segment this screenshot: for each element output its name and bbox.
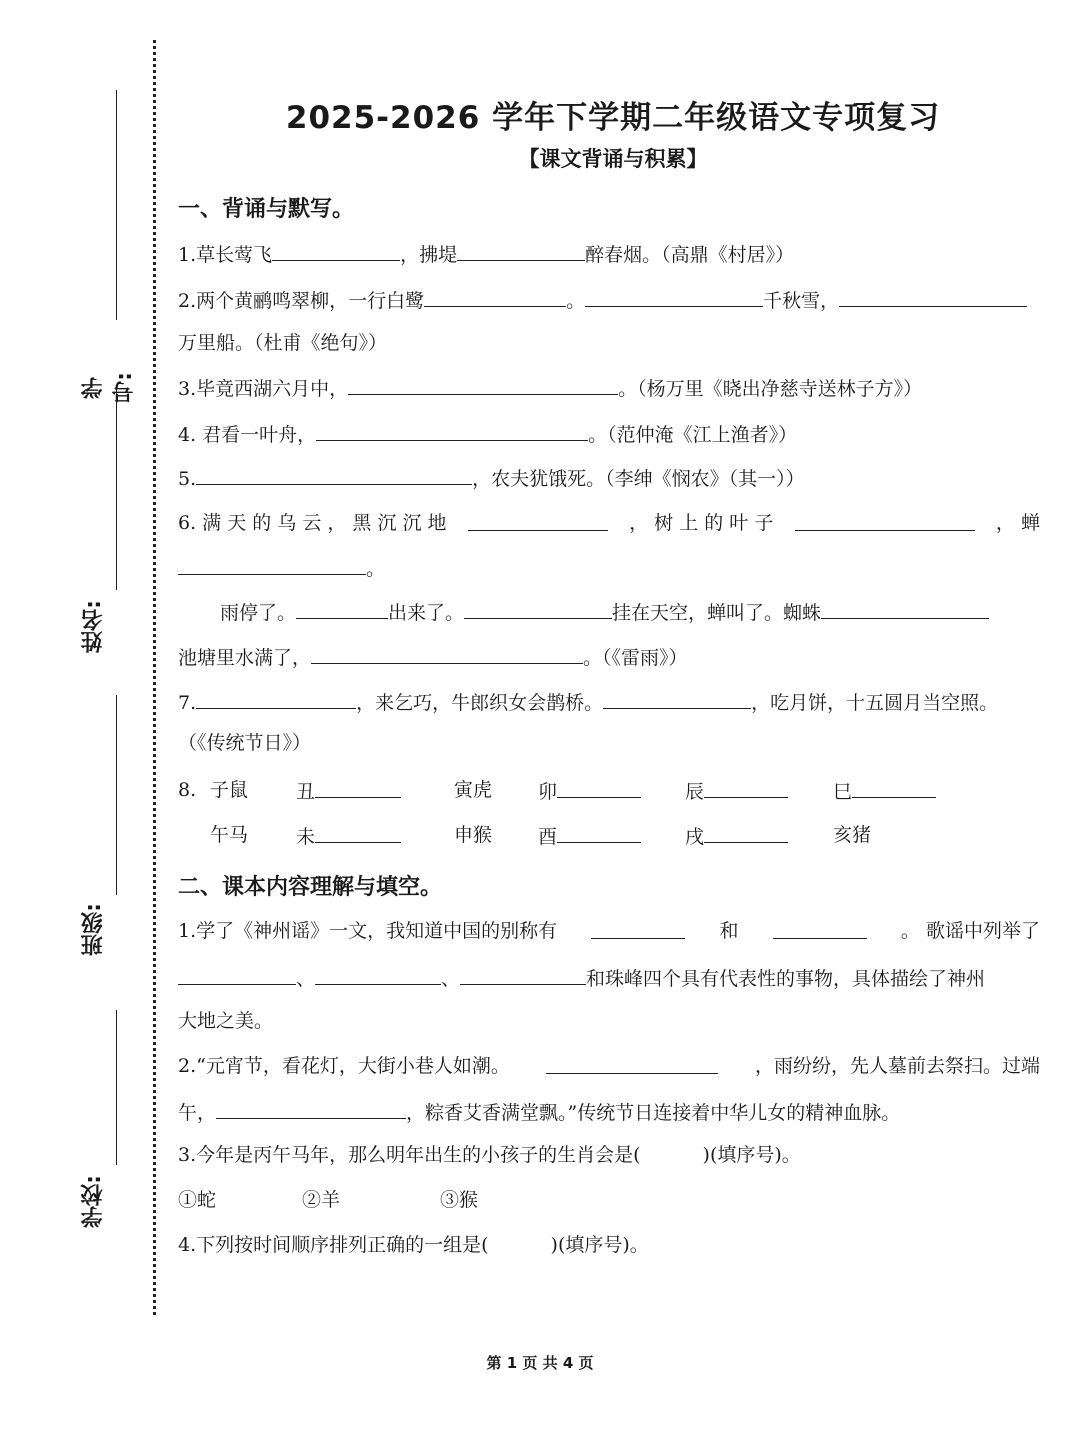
s2q1-blank-2[interactable] bbox=[773, 918, 867, 939]
q8-r2-c1: 午马 bbox=[210, 824, 249, 846]
question-1-5 bbox=[178, 464, 805, 492]
s2q1-blank-5[interactable] bbox=[460, 964, 586, 985]
q8-r1-c4 bbox=[538, 777, 641, 805]
student-id-line bbox=[116, 90, 117, 320]
question-2-3 bbox=[178, 1142, 801, 1168]
s2q4-text-a: 4.下列按时间顺序排列正确的一组是( bbox=[178, 1234, 489, 1256]
s2q1-text-a: 1.学了《神州谣》一文，我知道中国的别称有 bbox=[178, 920, 558, 942]
q6-text-g: 挂在天空，蝉叫了。蜘蛛 bbox=[612, 602, 822, 624]
s2q2-text-c: 午， bbox=[178, 1102, 217, 1124]
q8-r1-c6-blank[interactable] bbox=[852, 777, 936, 798]
s2q1-blank-3[interactable] bbox=[178, 964, 296, 985]
q7-text-a: 7. bbox=[178, 692, 197, 714]
question-1-6-cont bbox=[178, 554, 385, 582]
q4-text-b: 。（范仲淹《江上渔者》） bbox=[588, 424, 798, 446]
s2q3-option-3: ③猴 bbox=[440, 1189, 479, 1211]
q8-r1-c5-blank[interactable] bbox=[704, 777, 788, 798]
q6-text-b: ， 树 上 的 叶 子 bbox=[629, 512, 774, 534]
question-1-3 bbox=[178, 374, 922, 402]
q6-text-i: 。（《雷雨》） bbox=[583, 647, 688, 669]
question-2-2 bbox=[178, 1053, 1040, 1079]
binding-dotted-line bbox=[153, 40, 156, 1315]
question-2-1 bbox=[178, 918, 1040, 944]
question-2-1-cont bbox=[178, 964, 985, 992]
q8-r2-c3: 申猴 bbox=[454, 824, 493, 846]
section-2-heading: 二、课本内容理解与填空。 bbox=[178, 875, 443, 900]
question-1-7-cont: （《传统节日》） bbox=[178, 732, 312, 754]
school-label: 学校: bbox=[81, 1175, 106, 1228]
q8-r2-c4-blank[interactable] bbox=[557, 822, 641, 843]
q6-text-d: 。 bbox=[366, 558, 386, 580]
s2q3-option-2: ②羊 bbox=[302, 1189, 341, 1211]
name-label: 姓名: bbox=[81, 600, 106, 653]
q6-text-f: 出来了。 bbox=[388, 602, 465, 624]
q6-text-a: 6. 满 天 的 乌 云 ， 黑 沉 沉 地 bbox=[178, 512, 447, 534]
student-id-label: 学号: bbox=[81, 372, 137, 403]
q6-blank-6[interactable] bbox=[821, 598, 989, 619]
q1-text-c: 醉春烟。（高鼎《村居》） bbox=[585, 244, 795, 266]
q8-r1-c4-label: 卯 bbox=[538, 781, 558, 803]
q6-blank-1[interactable] bbox=[468, 510, 608, 531]
q6-blank-5[interactable] bbox=[464, 598, 612, 619]
q8-r2-c2-blank[interactable] bbox=[315, 822, 401, 843]
q2-blank-2[interactable] bbox=[585, 286, 763, 307]
question-1-2 bbox=[178, 286, 1027, 314]
s2q3-option-1: ①蛇 bbox=[178, 1189, 217, 1211]
s2q1-blank-1[interactable] bbox=[591, 918, 685, 939]
class-line bbox=[116, 695, 117, 895]
q8-r2-c2 bbox=[296, 822, 401, 850]
s2q2-text-a: 2.“元宵节，看花灯，大街小巷人如潮。 bbox=[178, 1055, 510, 1077]
q6-blank-4[interactable] bbox=[296, 598, 388, 619]
q8-r1-c6 bbox=[833, 777, 936, 805]
q8-r2-c6: 亥猪 bbox=[833, 824, 872, 846]
question-1-6 bbox=[178, 510, 1040, 536]
s2q1-text-e: 、 bbox=[441, 968, 461, 990]
s2q2-text-d: ，粽香艾香满堂飘。”传统节日连接着中华儿女的精神血脉。 bbox=[406, 1102, 901, 1124]
q2-text-a: 2.两个黄鹂鸣翠柳，一行白鹭 bbox=[178, 290, 425, 312]
q8-r2-c5 bbox=[685, 822, 788, 850]
question-1-1 bbox=[178, 240, 794, 268]
question-2-2-cont bbox=[178, 1098, 900, 1126]
q3-text-a: 3.毕竟西湖六月中， bbox=[178, 378, 349, 400]
page-subtitle: 【课文背诵与积累】 bbox=[518, 147, 708, 171]
page-title: 2025-2026 学年下学期二年级语文专项复习 bbox=[285, 100, 941, 136]
class-field[interactable] bbox=[78, 695, 138, 975]
s2q4-text-b: )(填序号)。 bbox=[550, 1234, 649, 1256]
s2q1-text-f: 和珠峰四个具有代表性的事物，具体描绘了神州 bbox=[586, 968, 986, 990]
q2-text-c: 千秋雪， bbox=[763, 290, 840, 312]
s2q1-text-d: 、 bbox=[296, 968, 316, 990]
q8-r2-c5-label: 戌 bbox=[685, 826, 705, 848]
q8-r2-c5-blank[interactable] bbox=[704, 822, 788, 843]
q5-text-a: 5. bbox=[178, 468, 197, 490]
s2q1-text-b: 和 bbox=[719, 920, 739, 942]
question-1-6-para2 bbox=[220, 598, 989, 626]
q3-text-b: 。（杨万里《晓出净慈寺送林子方》） bbox=[618, 378, 923, 400]
q8-r1-c6-label: 巳 bbox=[833, 781, 853, 803]
q7-text-c: ，吃月饼，十五圆月当空照。 bbox=[751, 692, 999, 714]
q5-text-b: ，农夫犹饿死。（李绅《悯农》（其一）） bbox=[472, 468, 805, 490]
s2q2-blank-2[interactable] bbox=[216, 1098, 406, 1119]
s2q1-text-c: 。 歌谣中列举了 bbox=[900, 920, 1040, 942]
q4-text-a: 4. 君看一叶舟， bbox=[178, 424, 317, 446]
q6-blank-2[interactable] bbox=[795, 510, 975, 531]
q2-text-b: 。 bbox=[566, 290, 586, 312]
q8-r2-c4 bbox=[538, 822, 641, 850]
page-footer: 第 1 页 共 4 页 bbox=[486, 1354, 594, 1372]
q6-text-e: 雨停了。 bbox=[220, 602, 297, 624]
binding-margin bbox=[0, 0, 150, 1434]
s2q1-blank-4[interactable] bbox=[315, 964, 441, 985]
q8-r2-c4-label: 酉 bbox=[538, 826, 558, 848]
q6-blank-3[interactable] bbox=[178, 554, 366, 575]
question-1-4 bbox=[178, 420, 797, 448]
s2q2-blank-1[interactable] bbox=[546, 1053, 718, 1074]
q8-r1-c4-blank[interactable] bbox=[557, 777, 641, 798]
q1-blank-1[interactable] bbox=[272, 240, 400, 261]
q8-r1-c2-label: 丑 bbox=[296, 781, 316, 803]
school-line bbox=[116, 1010, 117, 1165]
q8-number: 8. bbox=[178, 779, 197, 801]
q8-r1-c5-label: 辰 bbox=[685, 781, 705, 803]
s2q3-text-a: 3.今年是丙午马年，那么明年出生的小孩子的生肖会是( bbox=[178, 1144, 641, 1166]
name-line bbox=[116, 390, 117, 590]
q8-r1-c2-blank[interactable] bbox=[315, 777, 401, 798]
question-1-6-para2-cont bbox=[178, 643, 688, 671]
question-1-7 bbox=[178, 688, 998, 716]
q3-blank-1[interactable] bbox=[348, 374, 618, 395]
q7-blank-1[interactable] bbox=[196, 688, 356, 709]
question-2-1-cont2: 大地之美。 bbox=[178, 1010, 274, 1032]
q8-r1-c5 bbox=[685, 777, 788, 805]
q7-blank-2[interactable] bbox=[603, 688, 751, 709]
q7-text-b: ，来乞巧，牛郎织女会鹊桥。 bbox=[356, 692, 604, 714]
s2q3-text-b: )(填序号)。 bbox=[702, 1144, 801, 1166]
q6-text-c: ， 蝉 bbox=[995, 512, 1040, 534]
q8-r1-c1: 子鼠 bbox=[210, 779, 249, 801]
q8-r1-c2 bbox=[296, 777, 401, 805]
q1-text-a: 1.草长莺飞 bbox=[178, 244, 273, 266]
question-1-2-cont: 万里船。（杜甫《绝句》） bbox=[178, 332, 388, 354]
name-field[interactable] bbox=[78, 390, 138, 670]
q8-r2-c2-label: 未 bbox=[296, 826, 316, 848]
q4-blank-1[interactable] bbox=[316, 420, 588, 441]
section-1-heading: 一、背诵与默写。 bbox=[178, 197, 355, 222]
s2q2-text-b: ，雨纷纷，先人墓前去祭扫。过端 bbox=[754, 1055, 1040, 1077]
student-id-field[interactable] bbox=[78, 90, 138, 403]
q8-r1-c3: 寅虎 bbox=[454, 779, 493, 801]
question-2-4 bbox=[178, 1232, 649, 1258]
q5-blank-1[interactable] bbox=[196, 464, 472, 485]
q1-blank-2[interactable] bbox=[457, 240, 585, 261]
school-field[interactable] bbox=[78, 1010, 138, 1260]
q2-blank-1[interactable] bbox=[424, 286, 566, 307]
q6-text-h: 池塘里水满了， bbox=[178, 647, 312, 669]
q6-blank-7[interactable] bbox=[311, 643, 583, 664]
q1-text-b: ，拂堤 bbox=[400, 244, 458, 266]
q2-blank-3[interactable] bbox=[839, 286, 1027, 307]
class-label: 班级: bbox=[81, 903, 106, 956]
